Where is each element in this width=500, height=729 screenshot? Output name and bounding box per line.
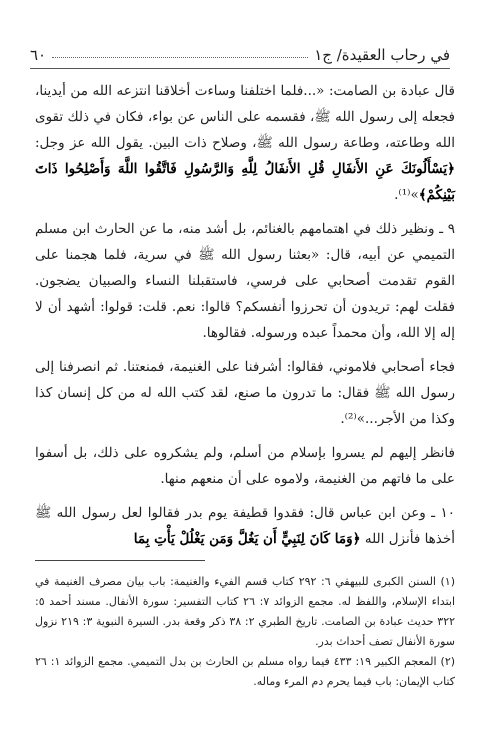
header-dotted-leader [52, 57, 308, 58]
footnote-1: (١) السنن الكبرى للبيهقي ٦: ٢٩٢ كتاب قسم الفيء والغنيمة: باب بيان مصرف الغنيمة في ابتداء الإسلام، واللفظ له. مجمع الزوائد ٧: ٢٦ كتاب التفسير: سورة الأنفال. مسند أحمد ٥: ٣٢٢ حديث عبادة بن الصامت. تاريخ الطبري ٢: ٣٨ ذكر وقعة بدر. السيرة النبوية ٣: ٢١٩ نزول سورة الأنفال تصف أحداث بدر. [35, 575, 456, 648]
paragraph-2: ٩ ـ ونظير ذلك في اهتمامهم بالغنائم، بل أشد منه، ما عن الحارث ابن مسلم التميمي عن أبيه، قال: «بعثنا رسول الله ﷺ في سرية، فلما هجمنا على القوم تقدمت أصحابي على فرسي، فاستقبلنا النساء والصبيان يضجون. فقلت لهم: تريدون أن تحرزوا أنفسكم؟ قالوا: نعم. قلت: قولوا: أشهد أن لا إله إلا الله، وأن محمداً عبده ورسوله. فقالوها. [35, 221, 455, 341]
footnotes [35, 572, 455, 692]
paragraph-1: قال عبادة بن الصامت: «...فلما اختلفنا وساءت أخلاقنا انتزعه الله من أيدينا، فجعله إلى رسول الله ﷺ، فقسمه على الناس عن بواء، فكان في ذلك تقوى الله وطاعته، وطاعة رسول الله ﷺ، وصلاح ذات البين. يقول الله عز وجل: ﴿يَسْأَلُونَكَ عَنِ الأَنفَالِ قُلِ الأَنفَالُ لِلَّهِ وَالرَّسُولِ فَاتَّقُوا اللَّهَ وَأَصْلِحُوا ذَاتَ بَيْنِكُمْ﴾»⁽¹⁾. [35, 83, 455, 203]
footnote-separator [35, 560, 205, 561]
paragraph-3: فجاء أصحابي فلاموني، فقالوا: أشرفنا على الغنيمة، فمنعتنا. ثم انصرفنا إلى رسول الله ﷺ فقال: ما تدرون ما صنع، لقد كتب الله له من كل إنسان كذا وكذا من الأجر...»⁽²⁾. [35, 359, 455, 427]
paragraph-5: ١٠ ـ وعن ابن عباس قال: فقدوا قطيفة يوم بدر فقالوا لعل رسول الله ﷺ أخذها فأنزل الله ﴿وَمَا كَانَ لِنَبِيٍّ أَن يَغُلَّ وَمَن يَغْلُلْ يَأْتِ بِمَا [35, 505, 455, 547]
quran-verse: ﴿وَمَا كَانَ لِنَبِيٍّ أَن يَغُلَّ وَمَن يَغْلُلْ يَأْتِ بِمَا [133, 531, 361, 547]
running-header [30, 38, 450, 69]
page-number: ٦٠ [30, 46, 47, 64]
footnote-2: (٢) المعجم الكبير ١٩: ٤٣٣ فيما رواه مسلم بن الحارث بن بدل التميمي. مجمع الزوائد ١: ٢٦ كتاب الإيمان: باب فيما يحرم دم المرء وماله. [35, 655, 456, 688]
paragraph-4: فانظر إليهم لم يسروا بإسلام من أسلم، ولم يشكروه على ذلك، بل أسفوا على ما فاتهم من الغنيمة، ولاموه على أن منعهم منها. [35, 445, 455, 487]
main-text [35, 78, 455, 560]
running-title: في رحاب العقيدة/ ج١ [314, 46, 450, 64]
quran-verse: ﴿يَسْأَلُونَكَ عَنِ الأَنفَالِ قُلِ الأَنفَالُ لِلَّهِ وَالرَّسُولِ فَاتَّقُوا اللَّهَ وَأَصْلِحُوا ذَاتَ بَيْنِكُمْ﴾ [35, 161, 455, 203]
